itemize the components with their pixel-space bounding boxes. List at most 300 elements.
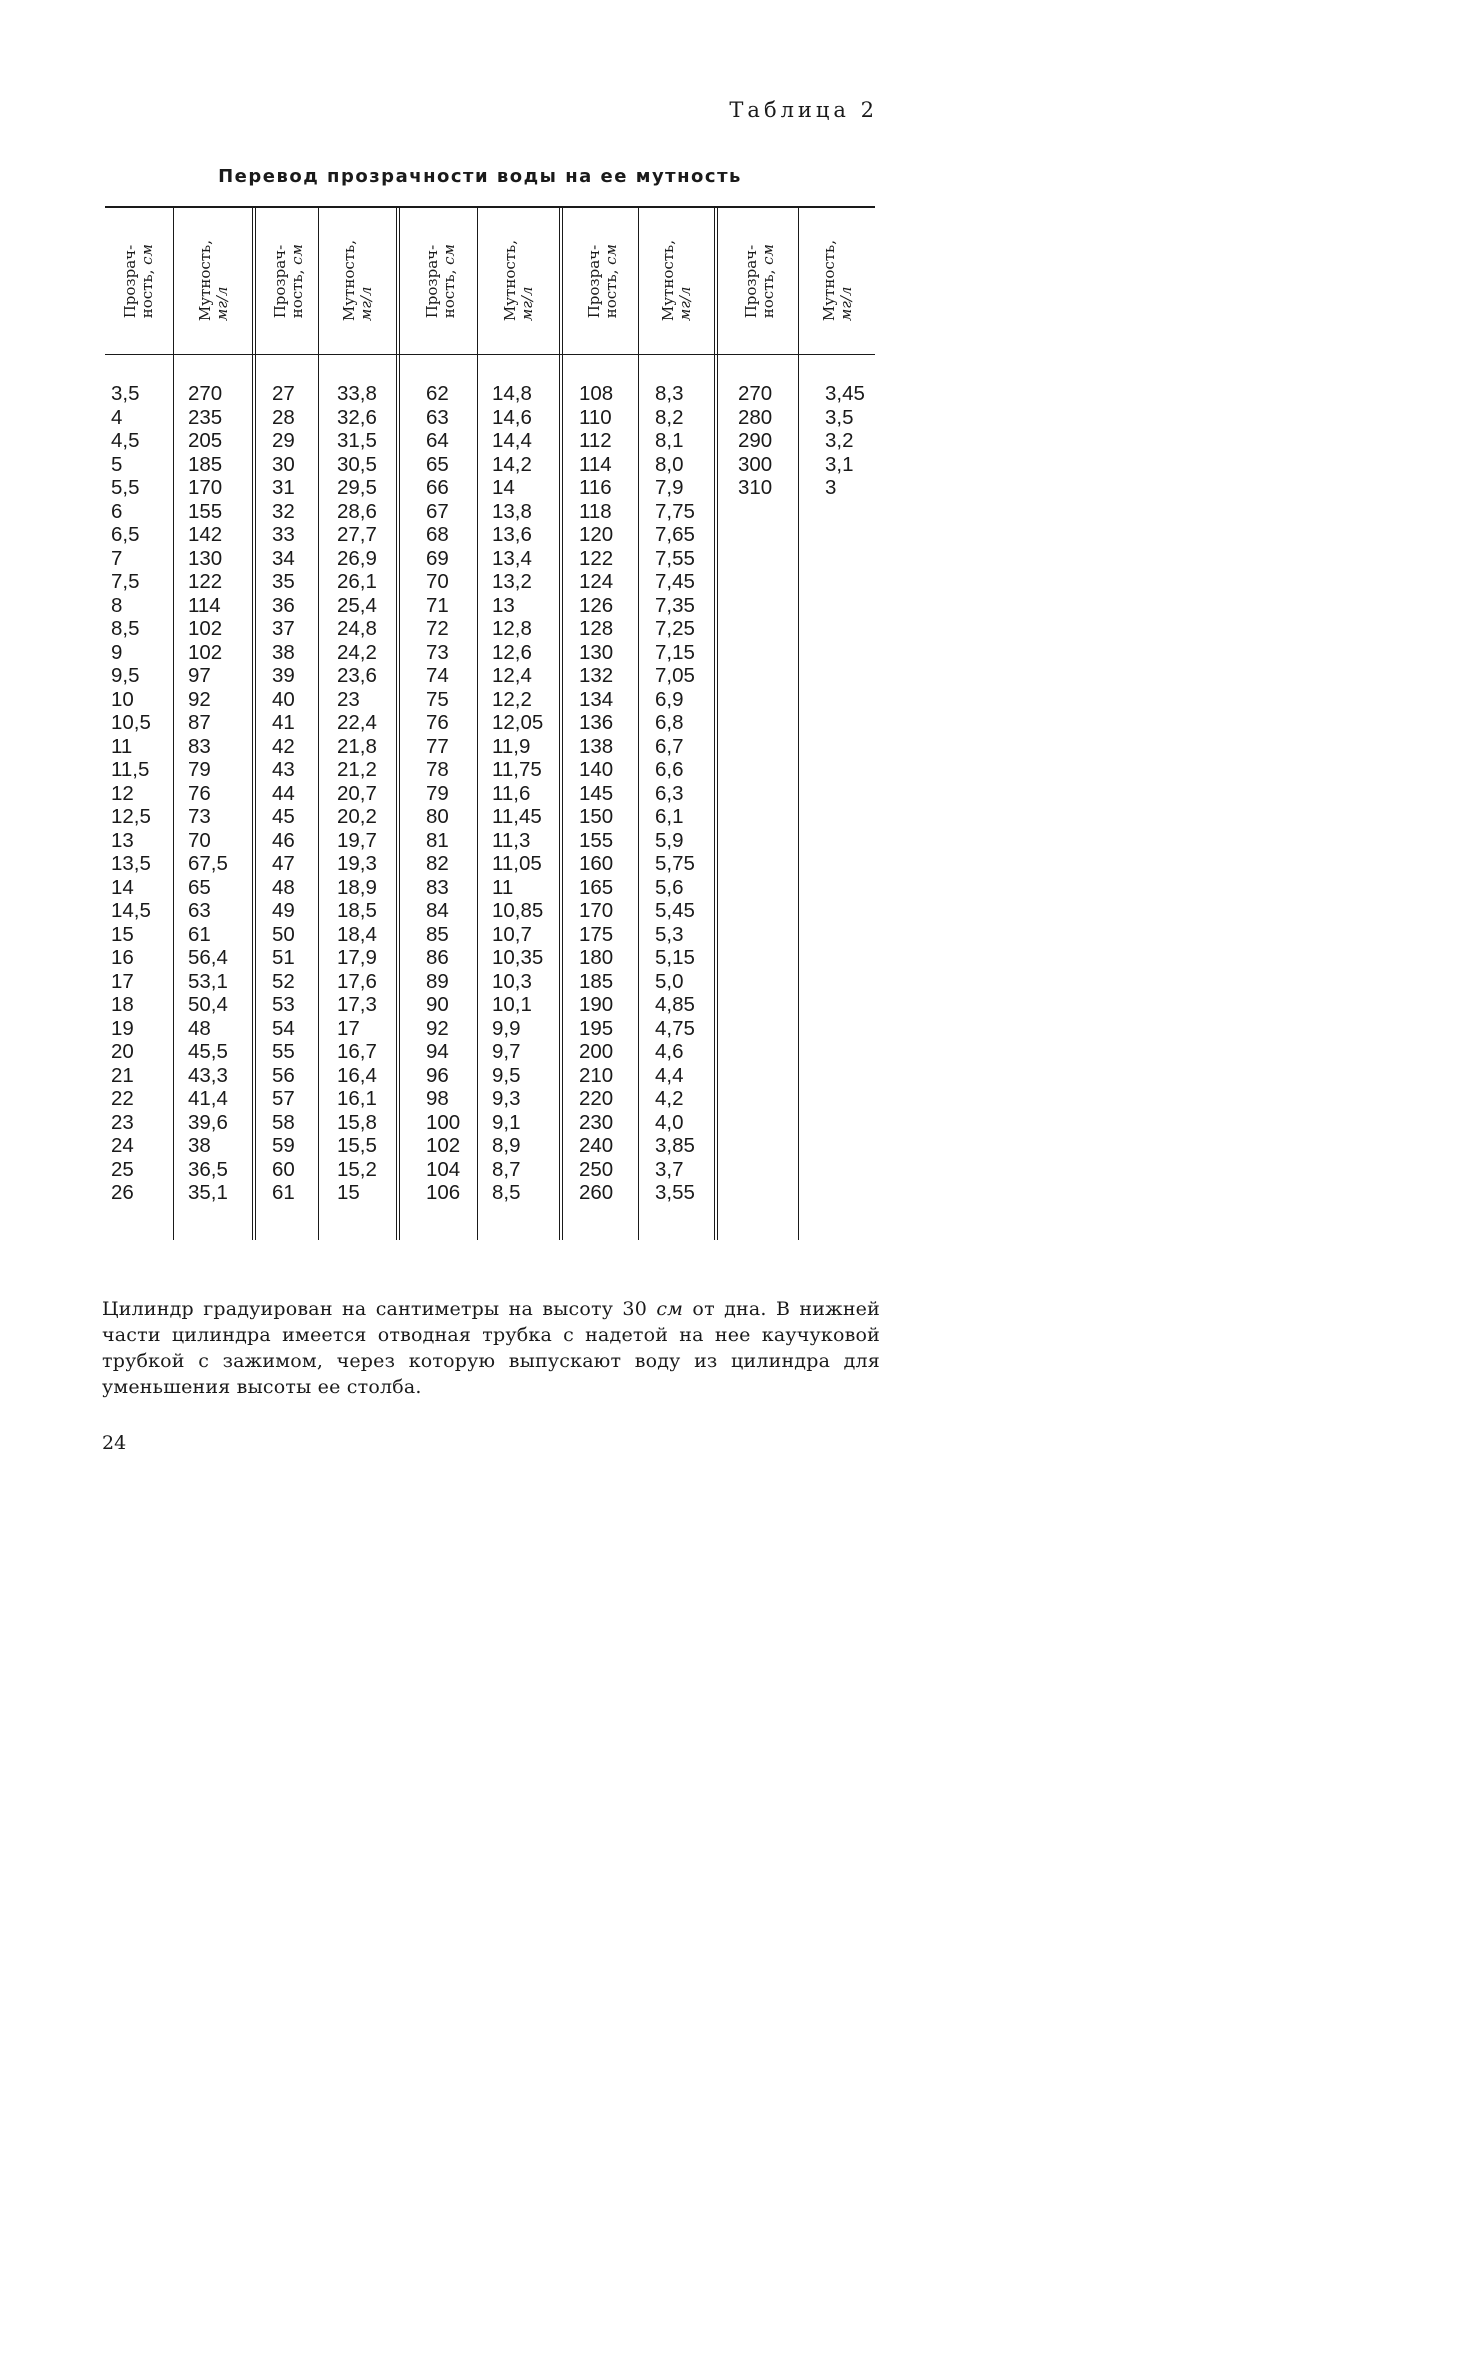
table-cell: 65 <box>426 452 449 476</box>
table-cell: 270 <box>188 382 223 405</box>
table-cell: 235 <box>188 405 223 429</box>
table-cell: 86 <box>426 946 449 969</box>
table-cell: 290 <box>738 429 773 452</box>
table-cell: 3,55 <box>655 1181 695 1204</box>
col-4-turbidity <box>318 208 397 1240</box>
table-cell: 12,2 <box>492 687 532 711</box>
table-cell: 118 <box>579 499 612 523</box>
table-cell: 38 <box>188 1134 211 1157</box>
table-cell: 23 <box>337 687 360 711</box>
table-cell: 21 <box>111 1063 134 1087</box>
table-cell: 102 <box>426 1134 461 1157</box>
table-cell: 16 <box>111 946 134 969</box>
table-cell: 83 <box>426 875 449 899</box>
table-cell: 7,55 <box>655 546 695 570</box>
col-9-transparency <box>714 208 802 1240</box>
table-cell: 4,85 <box>655 993 695 1016</box>
table-cell: 138 <box>579 734 614 758</box>
table-cell: 6,8 <box>655 711 684 734</box>
table-cell: 13 <box>492 593 515 617</box>
table-cell: 6,6 <box>655 758 684 781</box>
table-cell: 34 <box>272 546 295 570</box>
table-cell: 43,3 <box>188 1063 228 1087</box>
table-cell: 11,9 <box>492 734 531 758</box>
col-6-turbidity <box>477 208 560 1240</box>
col-7-transparency <box>559 208 642 1240</box>
header-transparency: Прозрач- ность, см <box>422 243 458 319</box>
table-cell: 3,1 <box>825 452 854 476</box>
table-cell: 180 <box>579 946 614 969</box>
table-cell: 13,5 <box>111 852 151 875</box>
table-cell: 17,9 <box>337 946 377 969</box>
col-3-transparency <box>252 208 322 1240</box>
table-cell: 89 <box>426 969 449 993</box>
table-cell: 21,8 <box>337 734 377 758</box>
table-cell: 59 <box>272 1134 295 1157</box>
table-cell: 7,45 <box>655 570 695 593</box>
table-cell: 155 <box>579 828 614 852</box>
table-cell: 9,3 <box>492 1087 521 1110</box>
table-cell: 20,2 <box>337 805 377 828</box>
table-cell: 18,9 <box>337 875 377 899</box>
table-cell: 35,1 <box>188 1181 228 1204</box>
page-number: 24 <box>102 1432 127 1454</box>
table-cell: 195 <box>579 1016 614 1040</box>
table-cell: 6,5 <box>111 523 140 546</box>
col-1-transparency <box>105 208 173 1240</box>
table-cell: 40 <box>272 687 295 711</box>
table-cell: 3,5 <box>825 405 854 429</box>
table-cell: 56,4 <box>188 946 228 969</box>
table-cell: 230 <box>579 1110 614 1134</box>
table-cell: 63 <box>426 405 449 429</box>
table-cell: 136 <box>579 711 614 734</box>
table-cell: 9,7 <box>492 1040 521 1063</box>
table-cell: 6 <box>111 499 123 523</box>
table-cell: 13,6 <box>492 523 532 546</box>
table-cell: 12 <box>111 781 134 805</box>
table-cell: 5,15 <box>655 946 695 969</box>
table-cell: 75 <box>426 687 449 711</box>
table-cell: 53,1 <box>188 969 228 993</box>
table-cell: 9,1 <box>492 1110 521 1134</box>
table-cell: 28 <box>272 405 295 429</box>
table-cell: 50,4 <box>188 993 228 1016</box>
table-cell: 92 <box>188 687 211 711</box>
table-cell: 128 <box>579 617 614 640</box>
header-transparency: Прозрач- ность, см <box>271 243 306 319</box>
table-cell: 76 <box>426 711 449 734</box>
table-cell: 16,4 <box>337 1063 377 1087</box>
table-cell: 10,5 <box>111 711 151 734</box>
table-cell: 122 <box>579 546 614 570</box>
table-cell: 114 <box>579 452 612 476</box>
table-cell: 82 <box>426 852 449 875</box>
table-cell: 11,45 <box>492 805 542 828</box>
table-cell: 68 <box>426 523 449 546</box>
table-cell: 71 <box>426 593 449 617</box>
table-cell: 9,5 <box>111 664 140 687</box>
table-cell: 11,6 <box>492 781 531 805</box>
table-cell: 53 <box>272 993 295 1016</box>
table-cell: 5,9 <box>655 828 684 852</box>
table-cell: 39,6 <box>188 1110 228 1134</box>
table-cell: 12,4 <box>492 664 532 687</box>
table-cell: 25,4 <box>337 593 377 617</box>
table-cell: 280 <box>738 405 773 429</box>
table-cell: 96 <box>426 1063 449 1087</box>
values-col-6 <box>478 382 560 1205</box>
body-paragraph: Цилиндр градуирован на сантиметры на высоту 30 см от дна. В нижней части цилиндра имеется отводная трубка с надетой на нее каучуковой трубкой с зажимом, через которую выпускают воду из цилиндра для уменьшения высоты ее столба. <box>102 1298 880 1398</box>
table-cell: 36,5 <box>188 1157 228 1181</box>
table-cell: 12,8 <box>492 617 532 640</box>
table-cell: 15,8 <box>337 1110 377 1134</box>
table-cell: 142 <box>188 523 223 546</box>
table-cell: 12,6 <box>492 640 532 664</box>
table-cell: 81 <box>426 828 449 852</box>
values-col-2 <box>174 382 253 1205</box>
table-cell: 31,5 <box>337 429 377 452</box>
table-cell: 7,25 <box>655 617 695 640</box>
table-cell: 26 <box>111 1181 134 1204</box>
table-cell: 17 <box>337 1016 360 1040</box>
header-transparency: Прозрач- ность, см <box>742 243 777 319</box>
table-label: Таблица 2 <box>729 98 878 122</box>
table-cell: 80 <box>426 805 449 828</box>
table-cell: 38 <box>272 640 295 664</box>
table-cell: 4,2 <box>655 1087 684 1110</box>
table-cell: 27,7 <box>337 523 377 546</box>
table-cell: 45,5 <box>188 1040 228 1063</box>
table-cell: 8,0 <box>655 452 684 476</box>
table-cell: 114 <box>188 593 221 617</box>
table-cell: 15 <box>111 922 134 946</box>
table-cell: 48 <box>188 1016 211 1040</box>
table-cell: 170 <box>188 476 223 499</box>
table-cell: 102 <box>188 617 223 640</box>
table-cell: 72 <box>426 617 449 640</box>
table-cell: 24,2 <box>337 640 377 664</box>
header-transparency: Прозрач- ность, см <box>121 243 156 319</box>
table-cell: 48 <box>272 875 295 899</box>
table-cell: 160 <box>579 852 614 875</box>
table-cell: 37 <box>272 617 295 640</box>
table-cell: 27 <box>272 382 295 405</box>
table-cell: 3,5 <box>111 382 140 405</box>
table-cell: 200 <box>579 1040 614 1063</box>
table-cell: 30 <box>272 452 295 476</box>
table-cell: 14,8 <box>492 382 532 405</box>
table-cell: 36 <box>272 593 295 617</box>
table-cell: 104 <box>426 1157 461 1181</box>
table-cell: 14,4 <box>492 429 532 452</box>
col-2-turbidity <box>173 208 253 1240</box>
table-cell: 270 <box>738 382 773 405</box>
table-cell: 55 <box>272 1040 295 1063</box>
table-cell: 165 <box>579 875 614 899</box>
table-cell: 62 <box>426 382 449 405</box>
table-cell: 5 <box>111 452 123 476</box>
table-cell: 15,2 <box>337 1157 377 1181</box>
table-cell: 145 <box>579 781 614 805</box>
header-turbidity: Мутность, мг/л <box>659 240 694 322</box>
table-cell: 8,5 <box>492 1181 521 1204</box>
table-cell: 17,6 <box>337 969 377 993</box>
table-cell: 24 <box>111 1134 134 1157</box>
table-cell: 132 <box>579 664 614 687</box>
table-cell: 130 <box>188 546 223 570</box>
table-cell: 10,1 <box>492 993 532 1016</box>
table-cell: 44 <box>272 781 295 805</box>
table-cell: 7,5 <box>111 570 140 593</box>
table-cell: 74 <box>426 664 449 687</box>
table-cell: 50 <box>272 922 295 946</box>
table-cell: 5,6 <box>655 875 684 899</box>
table-cell: 35 <box>272 570 295 593</box>
table-cell: 4,4 <box>655 1063 684 1087</box>
table-cell: 79 <box>426 781 449 805</box>
table-cell: 10,85 <box>492 899 544 922</box>
table-cell: 14 <box>492 476 515 499</box>
table-cell: 140 <box>579 758 614 781</box>
table-cell: 4,5 <box>111 429 140 452</box>
table-cell: 22,4 <box>337 711 377 734</box>
table-cell: 51 <box>272 946 295 969</box>
table-cell: 8,2 <box>655 405 684 429</box>
table-cell: 7,15 <box>655 640 695 664</box>
table-cell: 33 <box>272 523 295 546</box>
table-cell: 45 <box>272 805 295 828</box>
table-cell: 65 <box>188 875 211 899</box>
table-cell: 220 <box>579 1087 614 1110</box>
table-cell: 43 <box>272 758 295 781</box>
table-cell: 70 <box>426 570 449 593</box>
table-cell: 14,2 <box>492 452 532 476</box>
table-cell: 122 <box>188 570 223 593</box>
table-cell: 190 <box>579 993 614 1016</box>
table-cell: 26,1 <box>337 570 377 593</box>
table-cell: 23 <box>111 1110 134 1134</box>
table-cell: 108 <box>579 382 614 405</box>
table-cell: 8,7 <box>492 1157 521 1181</box>
table-cell: 155 <box>188 499 223 523</box>
table-cell: 5,3 <box>655 922 684 946</box>
table-cell: 7,75 <box>655 499 695 523</box>
table-cell: 92 <box>426 1016 449 1040</box>
table-cell: 4 <box>111 405 123 429</box>
table-cell: 19,3 <box>337 852 377 875</box>
header-turbidity: Мутность, мг/л <box>195 240 231 322</box>
table-cell: 5,45 <box>655 899 695 922</box>
table-cell: 39 <box>272 664 295 687</box>
table-cell: 90 <box>426 993 449 1016</box>
values-col-1 <box>105 382 173 1205</box>
table-cell: 17 <box>111 969 134 993</box>
table-cell: 3,2 <box>825 429 854 452</box>
table-cell: 87 <box>188 711 211 734</box>
table-cell: 25 <box>111 1157 134 1181</box>
table-cell: 61 <box>188 922 211 946</box>
table-cell: 13 <box>111 828 134 852</box>
table-cell: 106 <box>426 1181 461 1204</box>
table-cell: 110 <box>579 405 612 429</box>
col-8-turbidity <box>638 208 715 1240</box>
table-cell: 4,75 <box>655 1016 695 1040</box>
table-cell: 56 <box>272 1063 295 1087</box>
col-5-transparency <box>396 208 481 1240</box>
header-transparency: Прозрач- ность, см <box>584 243 620 319</box>
table-cell: 14,6 <box>492 405 532 429</box>
table-cell: 18,4 <box>337 922 377 946</box>
table-cell: 240 <box>579 1134 614 1157</box>
table-cell: 9,5 <box>492 1063 521 1087</box>
table-cell: 3,85 <box>655 1134 695 1157</box>
table-cell: 126 <box>579 593 614 617</box>
values-col-7 <box>563 382 642 1205</box>
table-cell: 6,7 <box>655 734 684 758</box>
table-cell: 98 <box>426 1087 449 1110</box>
table-cell: 46 <box>272 828 295 852</box>
table-cell: 210 <box>579 1063 614 1087</box>
table-cell: 67 <box>426 499 449 523</box>
table-cell: 76 <box>188 781 211 805</box>
table-cell: 185 <box>579 969 614 993</box>
table-cell: 130 <box>579 640 614 664</box>
table-cell: 33,8 <box>337 382 377 405</box>
table-cell: 79 <box>188 758 211 781</box>
table-cell: 42 <box>272 734 295 758</box>
table-cell: 134 <box>579 687 614 711</box>
table-cell: 10,3 <box>492 969 532 993</box>
table-cell: 78 <box>426 758 449 781</box>
table-cell: 17,3 <box>337 993 377 1016</box>
table-cell: 310 <box>738 476 773 499</box>
table-cell: 29 <box>272 429 295 452</box>
table-cell: 6,1 <box>655 805 684 828</box>
table-cell: 100 <box>426 1110 461 1134</box>
table-cell: 18 <box>111 993 134 1016</box>
table-cell: 150 <box>579 805 614 828</box>
table-title: Перевод прозрачности воды на ее мутность <box>218 166 742 187</box>
table-cell: 57 <box>272 1087 295 1110</box>
table-cell: 30,5 <box>337 452 377 476</box>
table-cell: 41,4 <box>188 1087 228 1110</box>
table-cell: 54 <box>272 1016 295 1040</box>
table-cell: 14,5 <box>111 899 151 922</box>
table-cell: 97 <box>188 664 211 687</box>
table-cell: 11 <box>111 734 133 758</box>
col-10-turbidity <box>798 208 876 1240</box>
table-cell: 77 <box>426 734 449 758</box>
table-cell: 41 <box>272 711 295 734</box>
table-cell: 3 <box>825 476 837 499</box>
values-col-8 <box>639 382 715 1205</box>
table-cell: 3,45 <box>825 382 865 405</box>
table-cell: 66 <box>426 476 449 499</box>
table-cell: 8,5 <box>111 617 140 640</box>
values-col-9 <box>718 382 802 500</box>
table-cell: 4,6 <box>655 1040 684 1063</box>
table-cell: 52 <box>272 969 295 993</box>
table-cell: 15 <box>337 1181 360 1204</box>
values-col-3 <box>256 382 322 1205</box>
header-turbidity: Мутность, мг/л <box>340 240 375 322</box>
header-turbidity: Мутность, мг/л <box>819 240 855 322</box>
table-cell: 49 <box>272 899 295 922</box>
table-cell: 69 <box>426 546 449 570</box>
table-cell: 73 <box>426 640 449 664</box>
table-cell: 8,1 <box>655 429 684 452</box>
table-cell: 84 <box>426 899 449 922</box>
table-cell: 260 <box>579 1181 614 1204</box>
table-cell: 32,6 <box>337 405 377 429</box>
table-cell: 83 <box>188 734 211 758</box>
table-cell: 16,7 <box>337 1040 377 1063</box>
table-cell: 31 <box>272 476 295 499</box>
table-cell: 6,3 <box>655 781 684 805</box>
table-cell: 18,5 <box>337 899 377 922</box>
values-col-5 <box>400 382 481 1205</box>
table-cell: 11,5 <box>111 758 150 781</box>
table-cell: 10 <box>111 687 134 711</box>
table-cell: 11,75 <box>492 758 542 781</box>
table-cell: 23,6 <box>337 664 377 687</box>
table-cell: 67,5 <box>188 852 228 875</box>
table-cell: 70 <box>188 828 211 852</box>
table-cell: 8,9 <box>492 1134 521 1157</box>
table-cell: 10,35 <box>492 946 544 969</box>
table-cell: 11 <box>492 875 514 899</box>
table-cell: 3,7 <box>655 1157 684 1181</box>
table-cell: 8,3 <box>655 382 684 405</box>
table-cell: 4,0 <box>655 1110 684 1134</box>
table-cell: 7,05 <box>655 664 695 687</box>
table-cell: 64 <box>426 429 449 452</box>
header-turbidity: Мутность, мг/л <box>501 240 536 322</box>
table-cell: 94 <box>426 1040 449 1063</box>
values-col-4 <box>319 382 397 1205</box>
table-cell: 15,5 <box>337 1134 377 1157</box>
table-cell: 16,1 <box>337 1087 377 1110</box>
table-cell: 112 <box>579 429 612 452</box>
table-cell: 73 <box>188 805 211 828</box>
table-cell: 21,2 <box>337 758 377 781</box>
table-cell: 6,9 <box>655 687 684 711</box>
table-cell: 250 <box>579 1157 614 1181</box>
table-cell: 22 <box>111 1087 134 1110</box>
table-cell: 32 <box>272 499 295 523</box>
table-cell: 85 <box>426 922 449 946</box>
table-cell: 170 <box>579 899 614 922</box>
table-cell: 24,8 <box>337 617 377 640</box>
table-cell: 185 <box>188 452 223 476</box>
table-cell: 102 <box>188 640 223 664</box>
table-cell: 13,8 <box>492 499 532 523</box>
table-cell: 124 <box>579 570 614 593</box>
table-cell: 7,35 <box>655 593 695 617</box>
table-cell: 175 <box>579 922 614 946</box>
table-cell: 58 <box>272 1110 295 1134</box>
table-cell: 5,75 <box>655 852 695 875</box>
table-cell: 28,6 <box>337 499 377 523</box>
table-cell: 116 <box>579 476 612 499</box>
table-cell: 14 <box>111 875 134 899</box>
table-cell: 9 <box>111 640 123 664</box>
table-cell: 7,65 <box>655 523 695 546</box>
table-cell: 61 <box>272 1181 295 1204</box>
table-cell: 11,05 <box>492 852 542 875</box>
table-cell: 10,7 <box>492 922 532 946</box>
